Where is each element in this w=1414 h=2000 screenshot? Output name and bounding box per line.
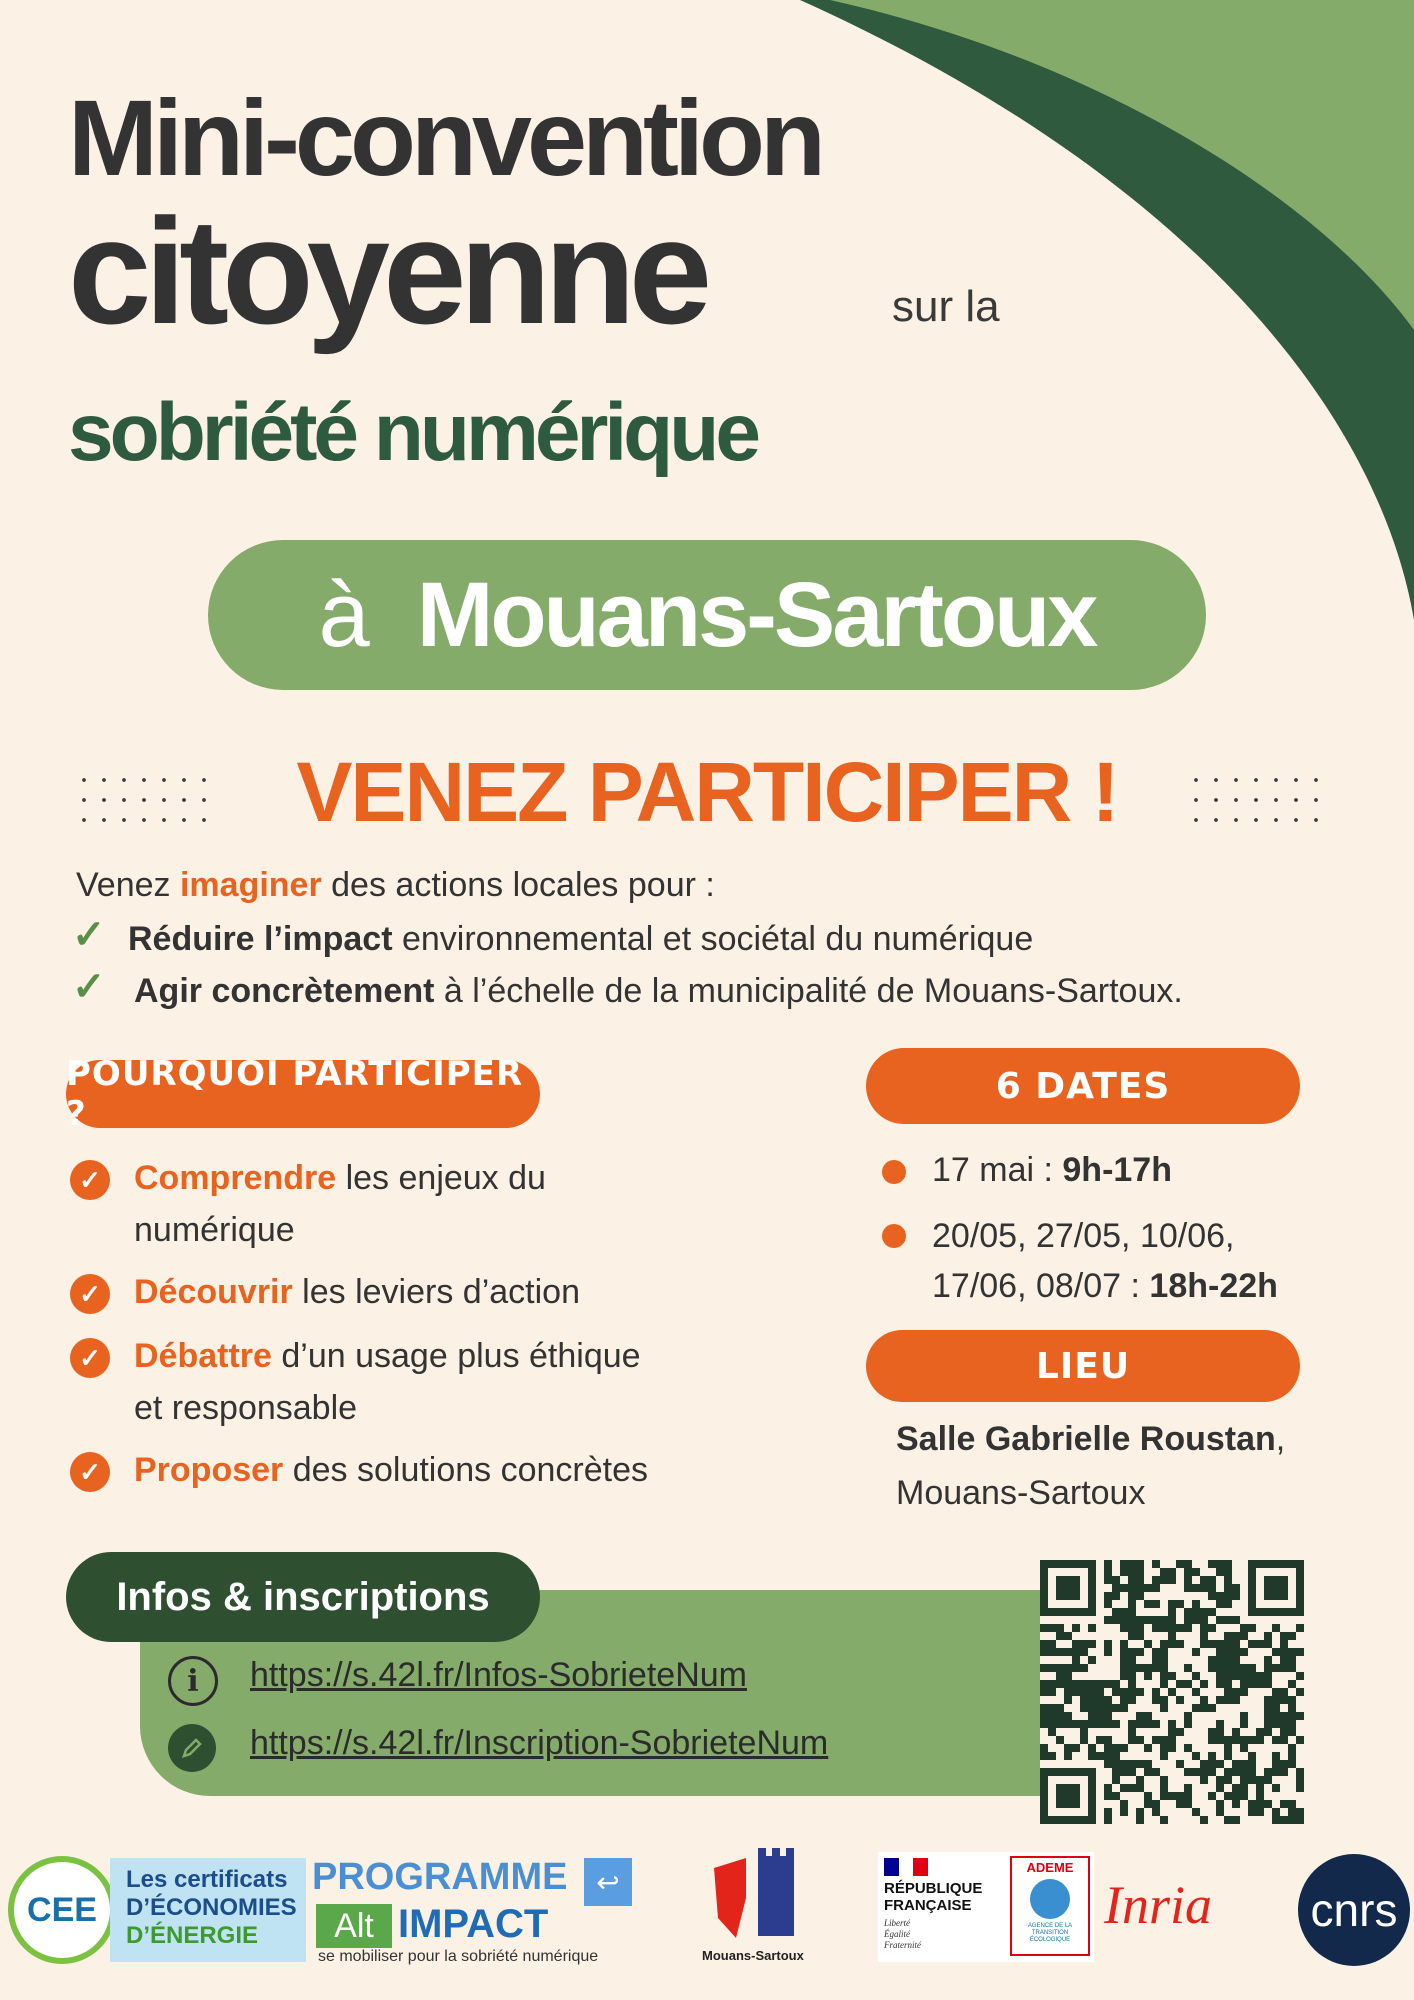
republique-motto xyxy=(884,1918,921,1951)
intro-lead xyxy=(76,866,715,905)
title-line-2-suffix: sur la xyxy=(892,282,1000,331)
info-heading: Infos & inscriptions xyxy=(66,1552,540,1642)
cee-line-1: Les certificats xyxy=(126,1866,288,1893)
cee-line-2: D’ÉCONOMIES xyxy=(126,1894,297,1921)
date-line-1 xyxy=(932,1144,1172,1196)
why-item-4 xyxy=(134,1444,648,1496)
title-line-2: citoyenne xyxy=(68,187,706,355)
why-item-3-text-2: et responsable xyxy=(134,1389,358,1427)
dot-grid-left xyxy=(74,770,214,826)
intro-bullet-2-bold: Agir concrètement xyxy=(134,972,435,1010)
date-2-line2: 17/06, 08/07 : xyxy=(932,1267,1150,1305)
signup-link[interactable]: https://s.42l.fr/Inscription-SobrieteNum xyxy=(250,1724,829,1762)
dot-grid-right xyxy=(1186,770,1326,826)
bullet-dot xyxy=(882,1160,906,1184)
inria-logo: Inria xyxy=(1104,1875,1212,1935)
check-circle-icon: ✓ xyxy=(70,1274,110,1314)
venue-address xyxy=(896,1412,1285,1520)
return-arrow-icon: ↩ xyxy=(584,1858,632,1906)
why-item-3-text: d’un usage plus éthique xyxy=(271,1337,641,1375)
why-item-1-text: les enjeux du xyxy=(336,1159,546,1197)
check-icon: ✓ xyxy=(72,965,106,1009)
why-item-1-text-2: numérique xyxy=(134,1211,295,1249)
intro-lead-highlight: imaginer xyxy=(179,866,322,904)
title-line-1: Mini-convention xyxy=(68,77,821,198)
alt-label: Alt xyxy=(316,1904,392,1948)
impact-label: IMPACT xyxy=(398,1902,549,1946)
cee-line-3: D’ÉNERGIE xyxy=(126,1922,259,1949)
why-item-1-highlight: Comprendre xyxy=(134,1159,337,1197)
city-banner xyxy=(208,540,1206,690)
cee-badge-text: CEE xyxy=(27,1890,97,1929)
date-1-time: 9h-17h xyxy=(1062,1151,1172,1189)
intro-bullet-1-rest: environnemental et sociétal du numérique xyxy=(392,920,1034,958)
intro-lead-before: Venez xyxy=(76,866,180,904)
intro-lead-after: des actions locales pour : xyxy=(321,866,715,904)
ademe-subtext: AGENCE DE LA TRANSITION ÉCOLOGIQUE xyxy=(1027,1923,1073,1943)
date-1-label: 17 mai : xyxy=(932,1151,1063,1189)
alt-impact-title: PROGRAMME xyxy=(312,1856,568,1898)
rf-motto-3: Fraternité xyxy=(884,1940,921,1950)
intro-bullet-1 xyxy=(128,920,1033,959)
mouans-logo-text: Mouans-Sartoux xyxy=(702,1948,804,1963)
venue-comma: , xyxy=(1275,1420,1286,1458)
venue-name: Salle Gabrielle Roustan xyxy=(896,1420,1276,1458)
date-2-line1: 20/05, 27/05, 10/06, xyxy=(932,1217,1235,1255)
globe-icon xyxy=(1030,1879,1070,1919)
cta-heading: VENEZ PARTICIPER ! xyxy=(296,745,1118,839)
check-circle-icon: ✓ xyxy=(70,1338,110,1378)
check-icon: ✓ xyxy=(72,913,106,957)
why-heading: POURQUOI PARTICIPER ? xyxy=(66,1060,540,1128)
republique-francaise-text xyxy=(884,1880,982,1914)
why-item-2-text: les leviers d’action xyxy=(292,1273,580,1311)
french-flag-icon xyxy=(884,1858,928,1876)
cee-text xyxy=(126,1866,297,1950)
qr-code[interactable] xyxy=(1040,1560,1304,1824)
why-item-3 xyxy=(134,1330,641,1434)
pencil-icon xyxy=(168,1724,216,1772)
why-item-1 xyxy=(134,1152,546,1256)
date-line-2 xyxy=(932,1210,1234,1262)
title-line-3: sobriété numérique xyxy=(68,387,757,478)
intro-bullet-2-rest: à l’échelle de la municipalité de Mouans-Sartoux. xyxy=(434,972,1183,1010)
info-icon: i xyxy=(168,1656,218,1706)
venue-town: Mouans-Sartoux xyxy=(896,1474,1146,1512)
ademe-logo xyxy=(1010,1856,1090,1956)
city-name: Mouans-Sartoux xyxy=(416,563,1096,666)
rf-motto-2: Égalité xyxy=(884,1929,910,1939)
check-circle-icon: ✓ xyxy=(70,1160,110,1200)
rf-line-2: FRANÇAISE xyxy=(884,1897,972,1914)
mouans-sartoux-emblem xyxy=(706,1848,806,1944)
bullet-dot xyxy=(882,1224,906,1248)
date-2-time: 18h-22h xyxy=(1149,1267,1278,1305)
ademe-text: ADEME xyxy=(1026,1860,1074,1875)
cnrs-logo: cnrs xyxy=(1298,1854,1410,1966)
alt-impact-subtitle: se mobiliser pour la sobriété numérique xyxy=(318,1948,599,1965)
why-item-2 xyxy=(134,1266,580,1318)
rf-motto-1: Liberté xyxy=(884,1918,910,1928)
cee-logo xyxy=(8,1856,116,1964)
intro-bullet-2 xyxy=(134,972,1183,1011)
venue-heading: LIEU xyxy=(866,1330,1300,1402)
info-link[interactable]: https://s.42l.fr/Infos-SobrieteNum xyxy=(250,1656,747,1694)
rf-line-1: RÉPUBLIQUE xyxy=(884,1880,983,1897)
why-item-2-highlight: Découvrir xyxy=(134,1273,293,1311)
city-prefix: à xyxy=(318,563,367,666)
dates-heading: 6 DATES xyxy=(866,1048,1300,1124)
why-item-3-highlight: Débattre xyxy=(134,1337,272,1375)
date-line-3 xyxy=(932,1260,1278,1312)
why-item-4-text: des solutions concrètes xyxy=(283,1451,649,1489)
check-circle-icon: ✓ xyxy=(70,1452,110,1492)
why-item-4-highlight: Proposer xyxy=(134,1451,284,1489)
intro-bullet-1-bold: Réduire l’impact xyxy=(128,920,393,958)
